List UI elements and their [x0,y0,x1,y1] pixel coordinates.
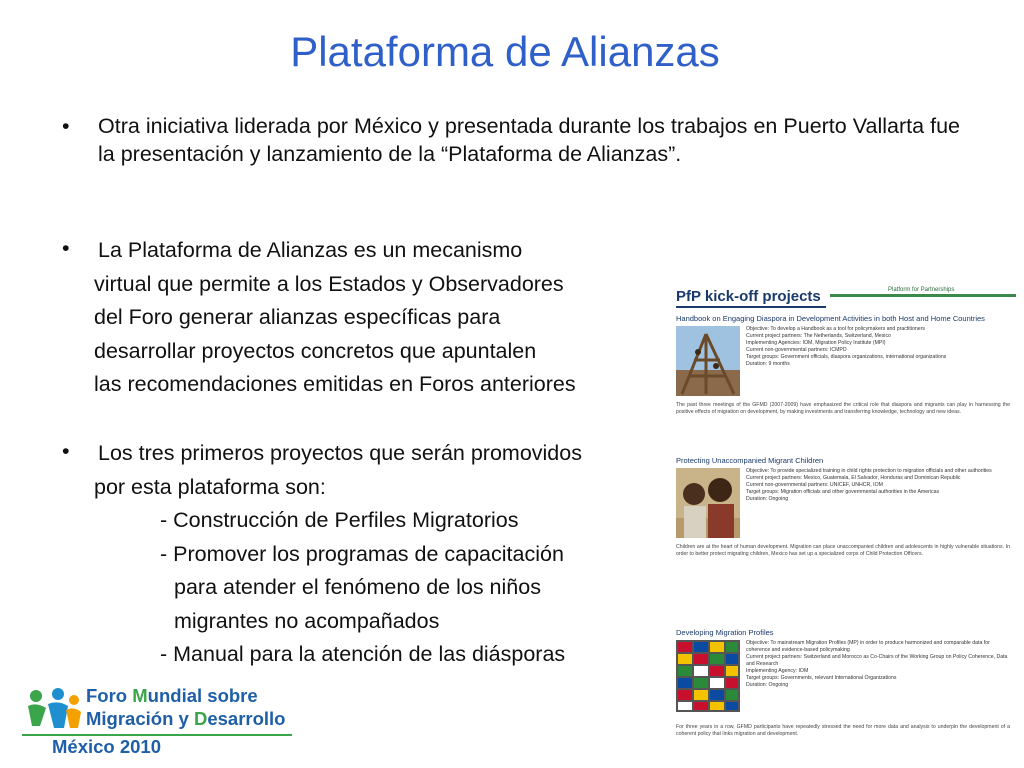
section-title: Handbook on Engaging Diaspora in Development Activities in both Host and Home Countries [676,314,985,323]
thumbnail-heading: PfP kick-off projects [676,288,821,305]
section-item: Current project partners: Switzerland and Morocco as Co-Chairs of the Working Group on Policy Coherence, Data and Research [746,654,1008,667]
logo-line-2 [86,708,285,730]
section-1-items [746,326,1010,400]
bullet-2-line: las recomendaciones emitidas en Foros anteriores [94,372,576,396]
slide-title: Plataforma de Alianzas [290,28,720,75]
section-title: Protecting Unaccompanied Migrant Children [676,456,824,465]
bullet-3-line: Los tres primeros proyectos que serán promovidos [98,441,582,465]
bullet-2-line: La Plataforma de Alianzas es un mecanismo [98,238,523,262]
section-item: Objective: To mainstream Migration Profiles (MP) in order to produce harmonized and comparable data for coherence and evidence-based policymaking [746,640,990,653]
logo-text: México [52,736,115,757]
logo-figures-icon [24,686,82,732]
section-item: Target groups: Governments, relevant International Organizations [746,675,897,681]
bullet-2-line: virtual que permite a los Estados y Observadores [94,271,564,296]
section-item: Current project partners: The Netherlands, Switzerland, Mexico [746,333,891,339]
section-paragraph: The past three meetings of the GFMD (2007-2009) have emphasized the critical role that diaspora and migrants can play in harnessing the positive effects of migration on development, by making investments and transferring knowledge, technology and new ideas. [676,402,1010,415]
section-item: Current project partners: Mexico, Guatemala, El Salvador, Honduras and Dominican Republic [746,475,961,481]
heading-underline [676,306,826,308]
children-photo [676,468,740,538]
bullet-dot: • [62,114,70,138]
bullet-3-line: por esta plataforma son: [94,474,326,499]
section-3-items [746,640,1010,718]
project-item: - Manual para la atención de las diásporas [160,642,566,666]
project-item: - Construcción de Perfiles Migratorios [160,508,519,532]
bullet-dot: • [62,439,70,463]
logo-text: 2010 [114,736,162,757]
logo-line-1 [86,685,258,707]
bullet-dot: • [62,236,70,260]
logo-text: undial sobre [147,685,258,706]
bullet-3 [62,437,682,672]
section-item: Duration: 9 months [746,361,790,367]
section-2-items [746,468,1010,542]
section-item: Duration: Ongoing [746,496,789,502]
section-paragraph: For three years in a row, GFMD participants have repeatedly stressed the need for more data and analysis to underpin the development of a coherent policy that links migration and development. [676,724,1010,737]
project-item-continued: migrantes no acompañados [174,608,440,633]
section-paragraph: Children are at the heart of human development. Migration can place unaccompanied children and adolescents in highly vulnerable situations. In order to better protect migrating children, Mexico has set up a specialized corps of Child Protection Officers. [676,544,1010,557]
section-item: Objective: To provide specialized training in child rights protection to migration officials and other authorities [746,468,992,474]
bullet-2-line: del Foro generar alianzas específicas para [94,305,501,329]
section-item: Target groups: Government officials, diaspora organizations, international organizations [746,354,947,360]
bullet-1 [62,112,960,168]
brand-line [830,294,1016,297]
project-item: - Promover los programas de capacitación [160,541,564,566]
logo-text: esarrollo [207,708,286,729]
section-item: Duration: Ongoing [746,682,789,688]
thumbnail-header [670,284,1016,310]
section-item: Objective: To develop a Handbook as a tool for policymakers and practitioners [746,326,925,332]
logo-line-3 [52,736,161,758]
section-item: Current non-governmental partners: ICMPD [746,347,847,353]
section-item: Current non-governmental partners: UNICEF, UNHCR, IOM [746,482,883,488]
section-item: Implementing Agencies: IOM, Migration Policy Institute (MPI) [746,340,886,346]
section-title: Developing Migration Profiles [676,628,774,637]
bullet-2-line: desarrollar proyectos concretos que apuntalen [94,338,537,363]
section-item: Implementing Agency: IOM [746,668,809,674]
logo-text: Foro [86,685,133,706]
pfp-document-thumbnail [670,284,1016,762]
section-item: Target groups: Migration officials and other governmental authorities in the Americas [746,489,940,495]
brand-label: Platform for Partnerships [888,287,955,293]
construction-photo [676,326,740,396]
project-item-continued: para atender el fenómeno de los niños [174,575,541,599]
foro-mundial-logo [22,684,302,764]
bullet-2 [62,234,682,402]
flags-photo [676,640,740,712]
logo-text: M [132,685,148,706]
bullet-1-text: Otra iniciativa liderada por México y presentada durante los trabajos en Puerto Vallarta fue la presentación y lanzamiento de la “Plataforma de Alianzas”. [98,114,960,166]
logo-text: D [193,708,208,729]
logo-text: Migración y [86,708,194,729]
